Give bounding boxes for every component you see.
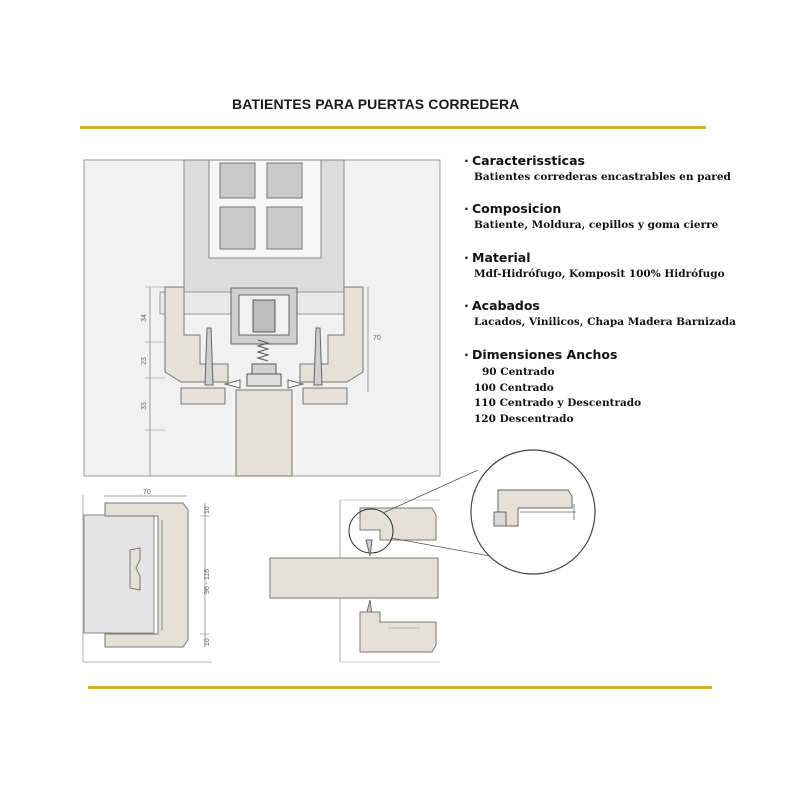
plan-detail-drawing — [270, 450, 595, 662]
page-title: BATIENTES PARA PUERTAS CORREDERA — [232, 96, 520, 112]
spec-detail: Lacados, Vinilicos, Chapa Madera Barnizada — [474, 316, 736, 328]
frame-profile-drawing — [83, 489, 212, 662]
dim-label-70-right: 70 — [373, 335, 381, 342]
spec-detail: Batientes correderas encastrables en pared — [474, 171, 731, 183]
spec-acabados: · Acabados Lacados, Vinilicos, Chapa Madera Barnizada — [464, 298, 736, 328]
main-section-drawing — [84, 160, 440, 476]
dim-label-10-top: 10 — [204, 506, 211, 514]
spec-heading: Composicion — [472, 201, 562, 216]
dimension-item: 110 Centrado y Descentrado — [474, 397, 642, 409]
dim-label-10-bottom: 10 — [204, 638, 211, 646]
dimension-item: 120 Descentrado — [474, 412, 574, 425]
spec-dimensiones: · Dimensiones Anchos 90 Centrado 100 Centrado 110 Centrado y Descentrado 120 Descentrado — [464, 347, 641, 427]
spec-material: · Material Mdf-Hidrófugo, Komposit 100% Hidrófugo — [464, 250, 725, 280]
dimension-item: 100 Centrado — [474, 381, 554, 394]
dimension-item: 90 Centrado — [482, 366, 555, 378]
spec-heading: Dimensiones Anchos — [472, 347, 618, 362]
dim-label-34: 34 — [141, 314, 148, 322]
dim-label-96-116: 96 - 116 — [204, 568, 211, 594]
spec-heading: Acabados — [472, 298, 540, 313]
spec-detail: Batiente, Moldura, cepillos y goma cierre — [474, 219, 719, 231]
spec-detail: Mdf-Hidrófugo, Komposit 100% Hidrófugo — [474, 268, 725, 280]
spec-heading: Caracterissticas — [472, 153, 585, 168]
dim-label-70-top: 70 — [143, 489, 151, 496]
dim-label-33: 33 — [141, 402, 148, 410]
dim-label-23: 23 — [141, 357, 148, 365]
spec-caracteristicas: · Caracterissticas Batientes correderas encastrables en pared — [464, 153, 731, 183]
spec-heading: Material — [472, 250, 531, 265]
spec-composicion: · Composicion Batiente, Moldura, cepillos y goma cierre — [464, 201, 719, 231]
